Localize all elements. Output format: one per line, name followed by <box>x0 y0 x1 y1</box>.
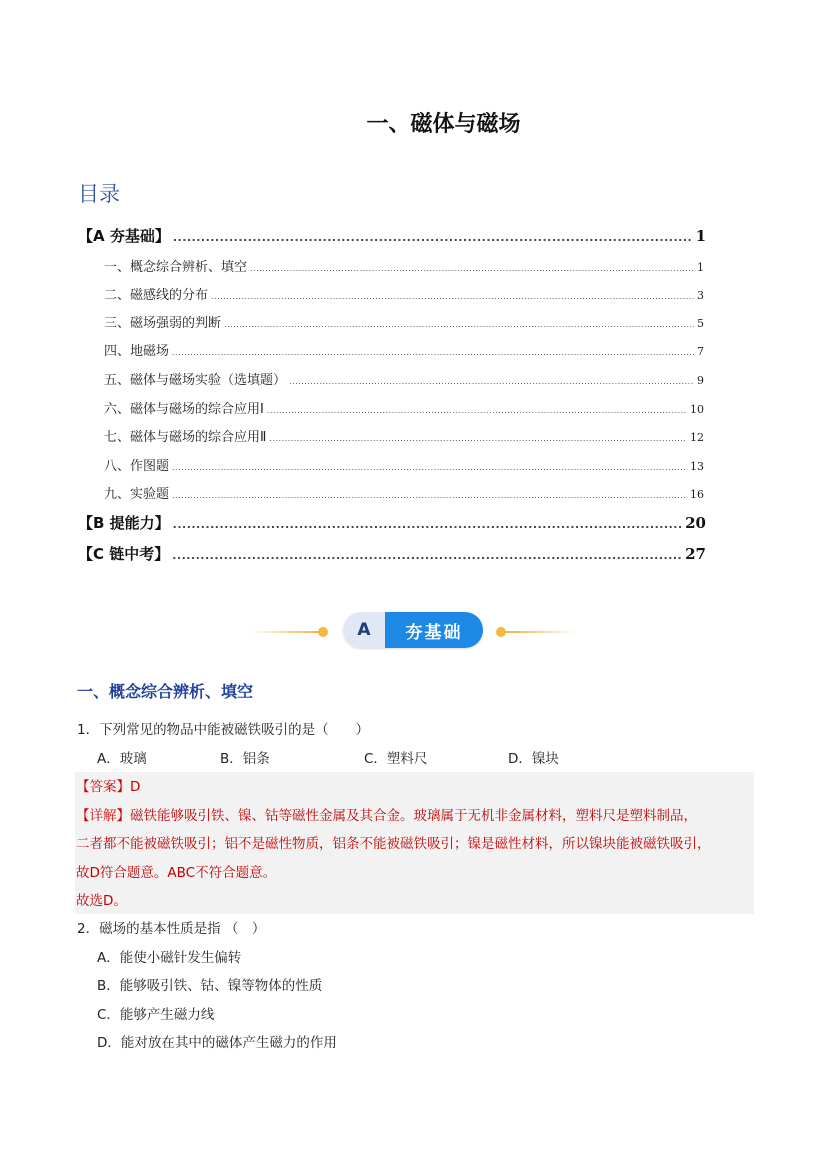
toc-entry-page: 27 <box>685 545 706 563</box>
toc-entry-page: 7 <box>697 345 704 358</box>
toc-entry[interactable] <box>104 340 704 359</box>
detail-line <box>76 804 697 824</box>
toc-entry-page: 1 <box>695 227 706 245</box>
toc-entry-label: 【B 提能力】 <box>78 514 170 532</box>
banner-name: 夯基础 <box>385 612 483 648</box>
banner-pill <box>343 612 483 648</box>
toc-leader-dots <box>172 549 682 562</box>
toc-leader-dots <box>250 264 694 273</box>
toc-entry-label: 【A 夯基础】 <box>78 227 170 245</box>
detail-line: 二者都不能被磁铁吸引；铝不是磁性物质，铝条不能被磁铁吸引；镍是磁性材料，所以镍块能被磁铁吸引， <box>76 836 711 852</box>
toc-entry-page: 13 <box>690 460 704 473</box>
toc-entry-label: 八、作图题 <box>104 459 170 474</box>
toc-entry[interactable] <box>104 455 704 474</box>
section-heading: 一、概念综合辨析、填空 <box>77 682 254 701</box>
toc-entry[interactable] <box>104 312 704 331</box>
toc-entry[interactable] <box>104 284 704 303</box>
toc-entry-label: 二、磁感线的分布 <box>104 288 209 303</box>
toc-entry-label: 七、磁体与磁场的综合应用Ⅱ <box>104 430 267 445</box>
question-stem: 2．磁场的基本性质是指 （ ） <box>77 921 266 937</box>
banner-line-left <box>250 631 322 633</box>
toc-leader-dots <box>224 320 694 329</box>
section-banner <box>250 611 580 653</box>
toc-entry-page: 1 <box>697 261 704 274</box>
toc-entry[interactable] <box>78 512 706 533</box>
toc-leader-dots <box>211 292 694 301</box>
question-option: C．塑料尺 <box>364 751 428 767</box>
toc-entry-label: 一、概念综合辨析、填空 <box>104 260 248 275</box>
toc-entry[interactable] <box>104 369 704 388</box>
banner-letter: A <box>343 612 385 648</box>
detail-line: 故D符合题意。ABC不符合题意。 <box>76 865 277 881</box>
detail-label: 【详解】 <box>76 808 130 824</box>
toc-leader-dots <box>269 434 687 443</box>
answer-label: 【答案】 <box>76 779 130 795</box>
toc-leader-dots <box>172 463 687 472</box>
toc-leader-dots <box>289 377 694 386</box>
toc-entry-page: 3 <box>697 289 704 302</box>
detail-line: 故选D。 <box>76 893 127 909</box>
question-option: A．能使小磁针发生偏转 <box>97 950 242 966</box>
document-title: 一、磁体与磁场 <box>366 112 521 137</box>
toc-entry[interactable] <box>104 398 704 417</box>
answer-line <box>76 775 140 795</box>
question-option: C．能够产生磁力线 <box>97 1007 215 1023</box>
toc-entry[interactable] <box>104 256 704 275</box>
question-option: B．能够吸引铁、钴、镍等物体的性质 <box>97 978 323 994</box>
toc-entry[interactable] <box>104 426 704 445</box>
toc-entry-page: 9 <box>697 374 704 387</box>
toc-entry-page: 20 <box>685 514 706 532</box>
toc-leader-dots <box>172 348 694 357</box>
toc-heading: 目录 <box>78 182 120 206</box>
toc-entry-label: 【C 链中考】 <box>78 545 170 563</box>
toc-leader-dots <box>172 491 687 500</box>
toc-entry-page: 10 <box>690 403 704 416</box>
question-stem: 1．下列常见的物品中能被磁铁吸引的是（ ） <box>77 722 370 738</box>
toc-entry[interactable] <box>104 483 704 502</box>
question-option: A．玻璃 <box>97 751 147 767</box>
toc-entry[interactable] <box>78 543 706 564</box>
detail-text: 磁铁能够吸引铁、镍、钴等磁性金属及其合金。玻璃属于无机非金属材料，塑料尺是塑料制品， <box>130 808 697 824</box>
toc-leader-dots <box>173 231 693 244</box>
answer-value: D <box>130 779 141 795</box>
question-option: D．能对放在其中的磁体产生磁力的作用 <box>97 1035 337 1051</box>
question-option: B．铝条 <box>220 751 270 767</box>
banner-dot-left <box>318 627 328 637</box>
banner-line-right <box>504 631 576 633</box>
toc-entry-page: 12 <box>690 431 704 444</box>
toc-leader-dots <box>267 406 687 415</box>
toc-entry-label: 六、磁体与磁场的综合应用Ⅰ <box>104 402 264 417</box>
toc-entry-label: 九、实验题 <box>104 487 170 502</box>
toc-entry-label: 五、磁体与磁场实验（选填题） <box>104 373 287 388</box>
toc-entry-page: 16 <box>690 488 704 501</box>
toc-leader-dots <box>173 518 682 531</box>
toc-entry[interactable] <box>78 225 706 246</box>
question-option: D．镍块 <box>508 751 559 767</box>
toc-entry-page: 5 <box>697 317 704 330</box>
toc-entry-label: 四、地磁场 <box>104 344 170 359</box>
toc-entry-label: 三、磁场强弱的判断 <box>104 316 222 331</box>
